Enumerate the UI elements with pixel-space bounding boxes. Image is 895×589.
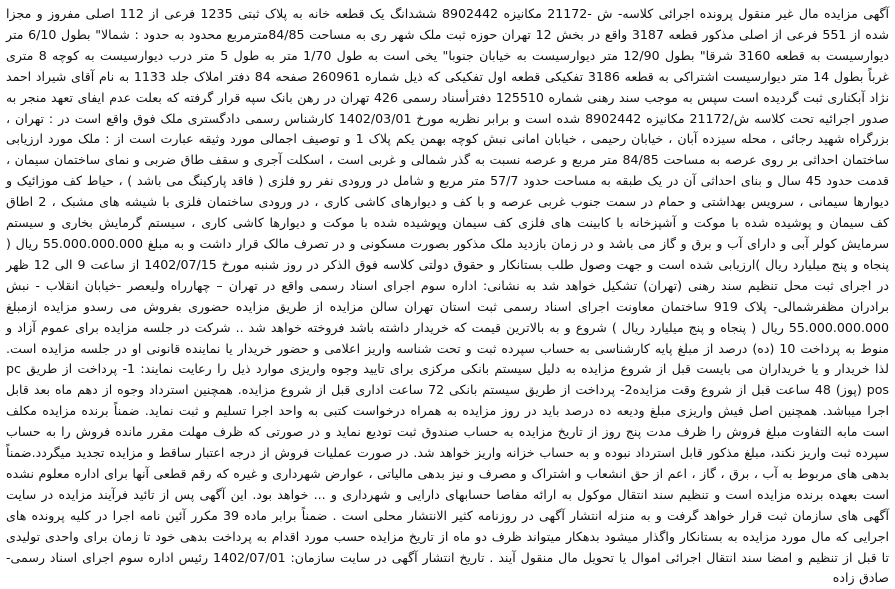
- notice-body: آگهی مزایده مال غیر منقول پرونده اجرائی کلاسه- ش -21172 مکانیزه 8902442 ششدانگ یک قطعه خانه به پلاک ثبتی 1235 فرعی از 112 اصلی مفروز و مجزا شده از 551 فرعی از اصلی مذکور قطعه 3187 واقع در بخش 12 تهران حوزه ثبت ملک شهر ری به مساحت 84/85مترمربع محدود به حدود : شمالا" بطول 6/10 متر دیوارسیست به قطعه 3160 شرقا" بطول 12/90 متر دیوارسیست به خیابان جنوبا" یخی است به طول 1/70 متر به طول 5 متر درب دیوارسیست به کوچه 8 متری غرباً بطول 14 متر دیوارسیست اشتراکی به قطعه 3186 تفکیکی قطعه اول تفکیکی که ذیل شماره 260961 صفحه 84 دفتر املاک جلد 1133 به نام آقای شیراد احمد نژاد آبکناری ثبت گردیده است سپس به موجب سند رهنی شماره 125510 دفترأسناد رسمی 426 تهران در رهن بانک سپه قرار گرفته که بعلت عدم ایفای تعهد منجر به صدور اجرائیه تحت کلاسه ش/21172 مکانیزه 8902442 شده است و برابر نظریه مورخ 1402/03/01 کارشناس رسمی دادگستری ملک فوق واقع است در : تهران ، بزرگراه شهید رجائی ، محله سیزده آبان ، خیابان رحیمی ، خیابان امانی نبش کوچه بهمن یکم پلاک 1 و توصیف اجمالی مورد وثیقه عبارت است از : ملک مورد ارزیابی ساختمان احداثی بر روی عرصه به مساحت 84/85 متر مربع و عرصه نسبت به گذر شمالی و غربی است ، اسکلت آجری و سقف طاق ضربی و نمای ساختمان سیمان ، قدمت حدود 45 سال و بنای احداثی آن در یک طبقه به مساحت حدود 57/7 متر مربع و شامل در ورودی نفر رو فلزی ( فاقد پارکینگ می باشد ) ، حیاط کف موزائیک و دیوارها سیمانی ، سرویس بهداشتی و حمام در سمت جنوب غربی عرصه و با کف و دیوارهای کاشی کاری ، در ورودی ساختمان فلزی با شیشه های مشبک ، 2 اطاق کف سیمان و پوشیده شده با موکت و آشپزخانه با کابینت های فلزی کف سیمان وپوشیده شده با موکت و دیوارها کاشی کاری ، سیستم گرمایش بخاری و سیستم سرمایش کولر آبی و دارای آب و برق و گاز می باشد و در زمان بازدید ملک مذکور بصورت مسکونی و در تصرف مالک قرار داشت و به مبلغ 55.000.000.000 ریال ( پنجاه و پنج میلیارد ریال )ارزیابی شده است و جهت وصول طلب بستانکار و حقوق دولتی کلاسه فوق الذکر در روز شنبه مورخ 1402/07/15 از ساعت 9 الی 12 ظهر در اجرای ثبت محل تنظیم سند رهنی (تهران) تشکیل خواهد شد به نشانی: اداره سوم اجرای اسناد رسمی واقع در تهران – چهارراه ولیعصر -خیابان انقلاب - نبش برادران مظفرشمالی- پلاک 919 ساختمان معاونت اجرای اسناد رسمی ثبت استان تهران سالن مزایده از طریق مزایده حضوری بفروش می رسدو مزایده ازمبلغ 55.000.000.000 ریال ( پنجاه و پنج میلیارد ریال ) شروع و به بالاترین قیمت که خریدار داشته باشد فروخته خواهد شد .. شرکت در جلسه مزایده برای عموم آزاد و منوط به پرداخت 10 (ده) درصد از مبلغ پایه کارشناسی به حساب سپرده ثبت و تحت شناسه واریز اعلامی و حضور خریدار یا نماینده قانونی او در جلسه مزایده است. لذا خریدار و یا خریداران می بایست قبل از شروع مزایده به دلیل سیستم بانکی مرکزی برای تایید وجوه واریزی موارد ذیل را رعایت نمایند: 1- پرداخت از طریق pc pos (پوز) 48 ساعت قبل از شروع وقت مزایده2- پرداخت از طریق سیستم بانکی 72 ساعت اداری قبل از شروع مزایده. همچنین استرداد وجوه از دهم ماه بعد قابل اجرا میباشد. همچنین اصل فیش واریزی مبلغ ودیعه ده درصد باید در روز مزایده به همراه درخواست کتبی به واحد اجرا تسلیم و ثبت نماید. ضمناً برنده مزایده مکلف است مابه التفاوت مبلغ فروش را ظرف مدت پنج روز از تاریخ مزایده به حساب صندوق ثبت تودیع نماید و در صورتی که ظرف مهلت مقرر مانده فروش را به حساب سپرده ثبت واریز نکند، مبلغ مذکور قابل استرداد نبوده و به حساب خزانه واریز خواهد شد. در صورت عملیات فروش از درجه اعتبار ساقط و مزایده تجدید میگردد.ضمناً بدهی های مربوط به آب ، برق ، گاز ، اعم از حق انشعاب و اشتراک و مصرف و نیز بدهی مالیاتی ، عوارض شهرداری و غیره که رقم قطعی آنها برای اداره معلوم نشده است بعهده برنده مزایده است و تنظیم سند انتقال موکول به ارائه مفاصا حسابهای دارایی و شهرداری و ... خواهد بود. این آگهی پس از تائید فرآیند مزایده در سایت آگهی های سازمان ثبت قرار خواهد گرفت و به منزله انتشار آگهی در روزنامه کثیر الانتشار محلی است . ضمناً برابر ماده 39 مکرر آئین نامه اجرا در کلیه پرونده های اجرایی که مال مورد مزایده به بستانکار واگذار میشود بدهکار میتواند ظرف دو ماه از تاریخ مزایده حسب مورد اقدام به پرداخت بدهی خود تا زمان برای واحدی تولیدی تا قبل از تنظیم و امضا سند انتقال اجرائی اموال یا تحویل مال منقول آیند . تاریخ انتشار آگهی در سایت سازمان: 1402/07/01 رئیس اداره سوم اجرای اسناد رسمی- صادق زاده: [6, 6, 890, 586]
- auction-notice-text: [6, 4, 889, 589]
